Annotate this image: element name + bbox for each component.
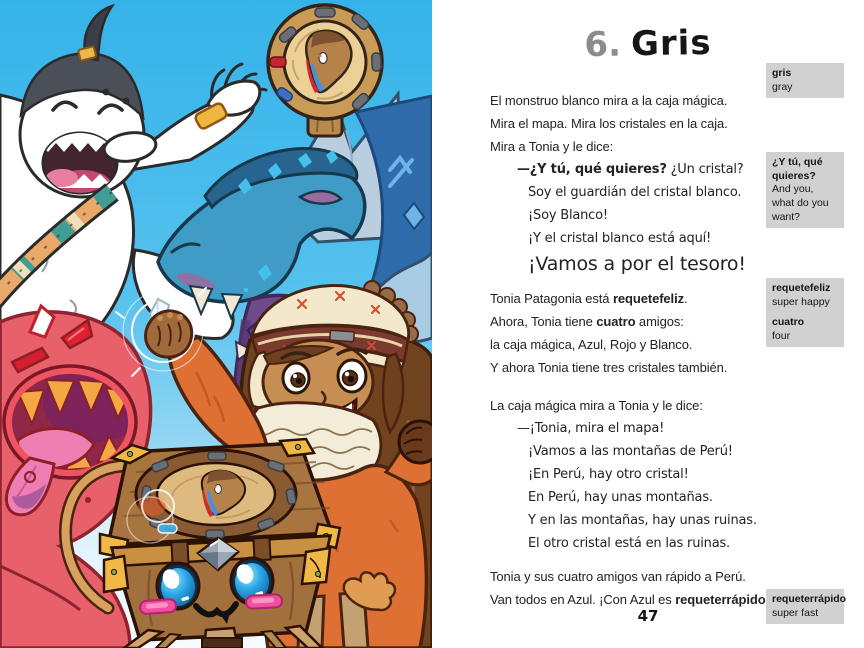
story-line: [490, 532, 757, 555]
story-line: [490, 333, 727, 356]
story-line: [490, 463, 757, 486]
vocab-spanish: ¿Y tú, qué quieres?: [772, 156, 823, 182]
highlighted-word: cuatro: [596, 314, 636, 329]
dragon-eye: [300, 191, 341, 204]
story-line: [490, 310, 727, 333]
story-segment: —¡Tonia, mira el mapa!: [517, 421, 665, 436]
story-segment: La caja mágica mira a Tonia y le dice:: [490, 398, 703, 413]
vocab-english: super fast: [772, 606, 819, 619]
story-segment: Mira el mapa. Mira los cristales en la caja.: [490, 116, 728, 131]
story-line: [490, 394, 757, 417]
story-line: [490, 287, 727, 310]
highlighted-word: requetefeliz: [612, 291, 684, 306]
story-line: [490, 112, 746, 135]
vocab-box: [766, 312, 844, 347]
story-paragraph: [490, 287, 727, 379]
story-segment: Van todos en Azul. ¡Con Azul es: [490, 592, 676, 607]
story-line: [490, 509, 757, 532]
story-segment: Y ahora Tonia tiene tres cristales también.: [490, 360, 728, 375]
story-segment: ¡Vamos a las montañas de Perú!: [528, 444, 733, 459]
story-segment: Tonia Patagonia está: [490, 291, 613, 306]
story-segment: .: [683, 291, 688, 306]
story-segment: ¡En Perú, hay otro cristal!: [528, 467, 689, 482]
story-segment: Tonia y sus cuatro amigos van rápido a Perú.: [490, 569, 746, 584]
highlighted-word: —¿Y tú, qué quieres?: [517, 162, 667, 177]
story-paragraph: [490, 394, 757, 555]
vocab-box: [766, 152, 844, 228]
story-segment: la caja mágica, Azul, Rojo y Blanco.: [490, 337, 693, 352]
page-number: 47: [637, 607, 659, 625]
vocab-spanish: cuatro: [772, 316, 805, 328]
story-line: [490, 204, 746, 227]
story-segment: amigos:: [635, 314, 684, 329]
text-page: [432, 0, 864, 648]
story-paragraph: [490, 565, 769, 611]
story-line: [490, 158, 746, 181]
story-line: [490, 135, 746, 158]
story-segment: ¡Soy Blanco!: [528, 208, 608, 223]
vocab-box: [766, 63, 844, 98]
story-segment: ¡Y el cristal blanco está aquí!: [528, 231, 712, 246]
story-segment: Ahora, Tonia tiene: [490, 314, 597, 329]
story-segment: Mira a Tonia y le dice:: [490, 139, 614, 154]
little-bird: [319, 53, 327, 64]
story-line: [490, 181, 746, 204]
story-line: [490, 486, 757, 509]
story-segment: El otro cristal está en las ruinas.: [528, 536, 730, 551]
vocab-english: gray: [772, 80, 793, 93]
highlighted-word: requeterrápido: [675, 592, 766, 607]
story-line: [490, 356, 727, 379]
vocab-box: [766, 278, 844, 313]
vocab-english: super happy: [772, 295, 830, 308]
story-line: [490, 250, 746, 279]
story-paragraph: [490, 89, 746, 279]
tonia-mitten: [146, 311, 192, 357]
story-line: [490, 417, 757, 440]
vocab-spanish: requeterrápido: [772, 593, 847, 605]
story-segment: Y en las montañas, hay unas ruinas.: [528, 513, 757, 528]
story-segment: El monstruo blanco mira a la caja mágica.: [490, 93, 728, 108]
story-segment: ¡Vamos a por el tesoro!: [528, 253, 746, 275]
vocab-spanish: gris: [772, 67, 792, 79]
story-segment: En Perú, hay unas montañas.: [528, 490, 713, 505]
vocab-spanish: requetefeliz: [772, 282, 831, 294]
chapter-number: 6.: [584, 24, 622, 66]
story-line: [490, 227, 746, 250]
story-line: [490, 440, 757, 463]
story-segment: Soy el guardián del cristal blanco.: [528, 185, 742, 200]
chapter-word: Gris: [630, 22, 712, 65]
story-line: [490, 89, 746, 112]
story-line: [490, 565, 769, 588]
story-segment: ¿Un cristal?: [666, 162, 744, 177]
vocab-english: four: [772, 329, 791, 342]
vocab-english: And you, what do you want?: [772, 183, 829, 223]
